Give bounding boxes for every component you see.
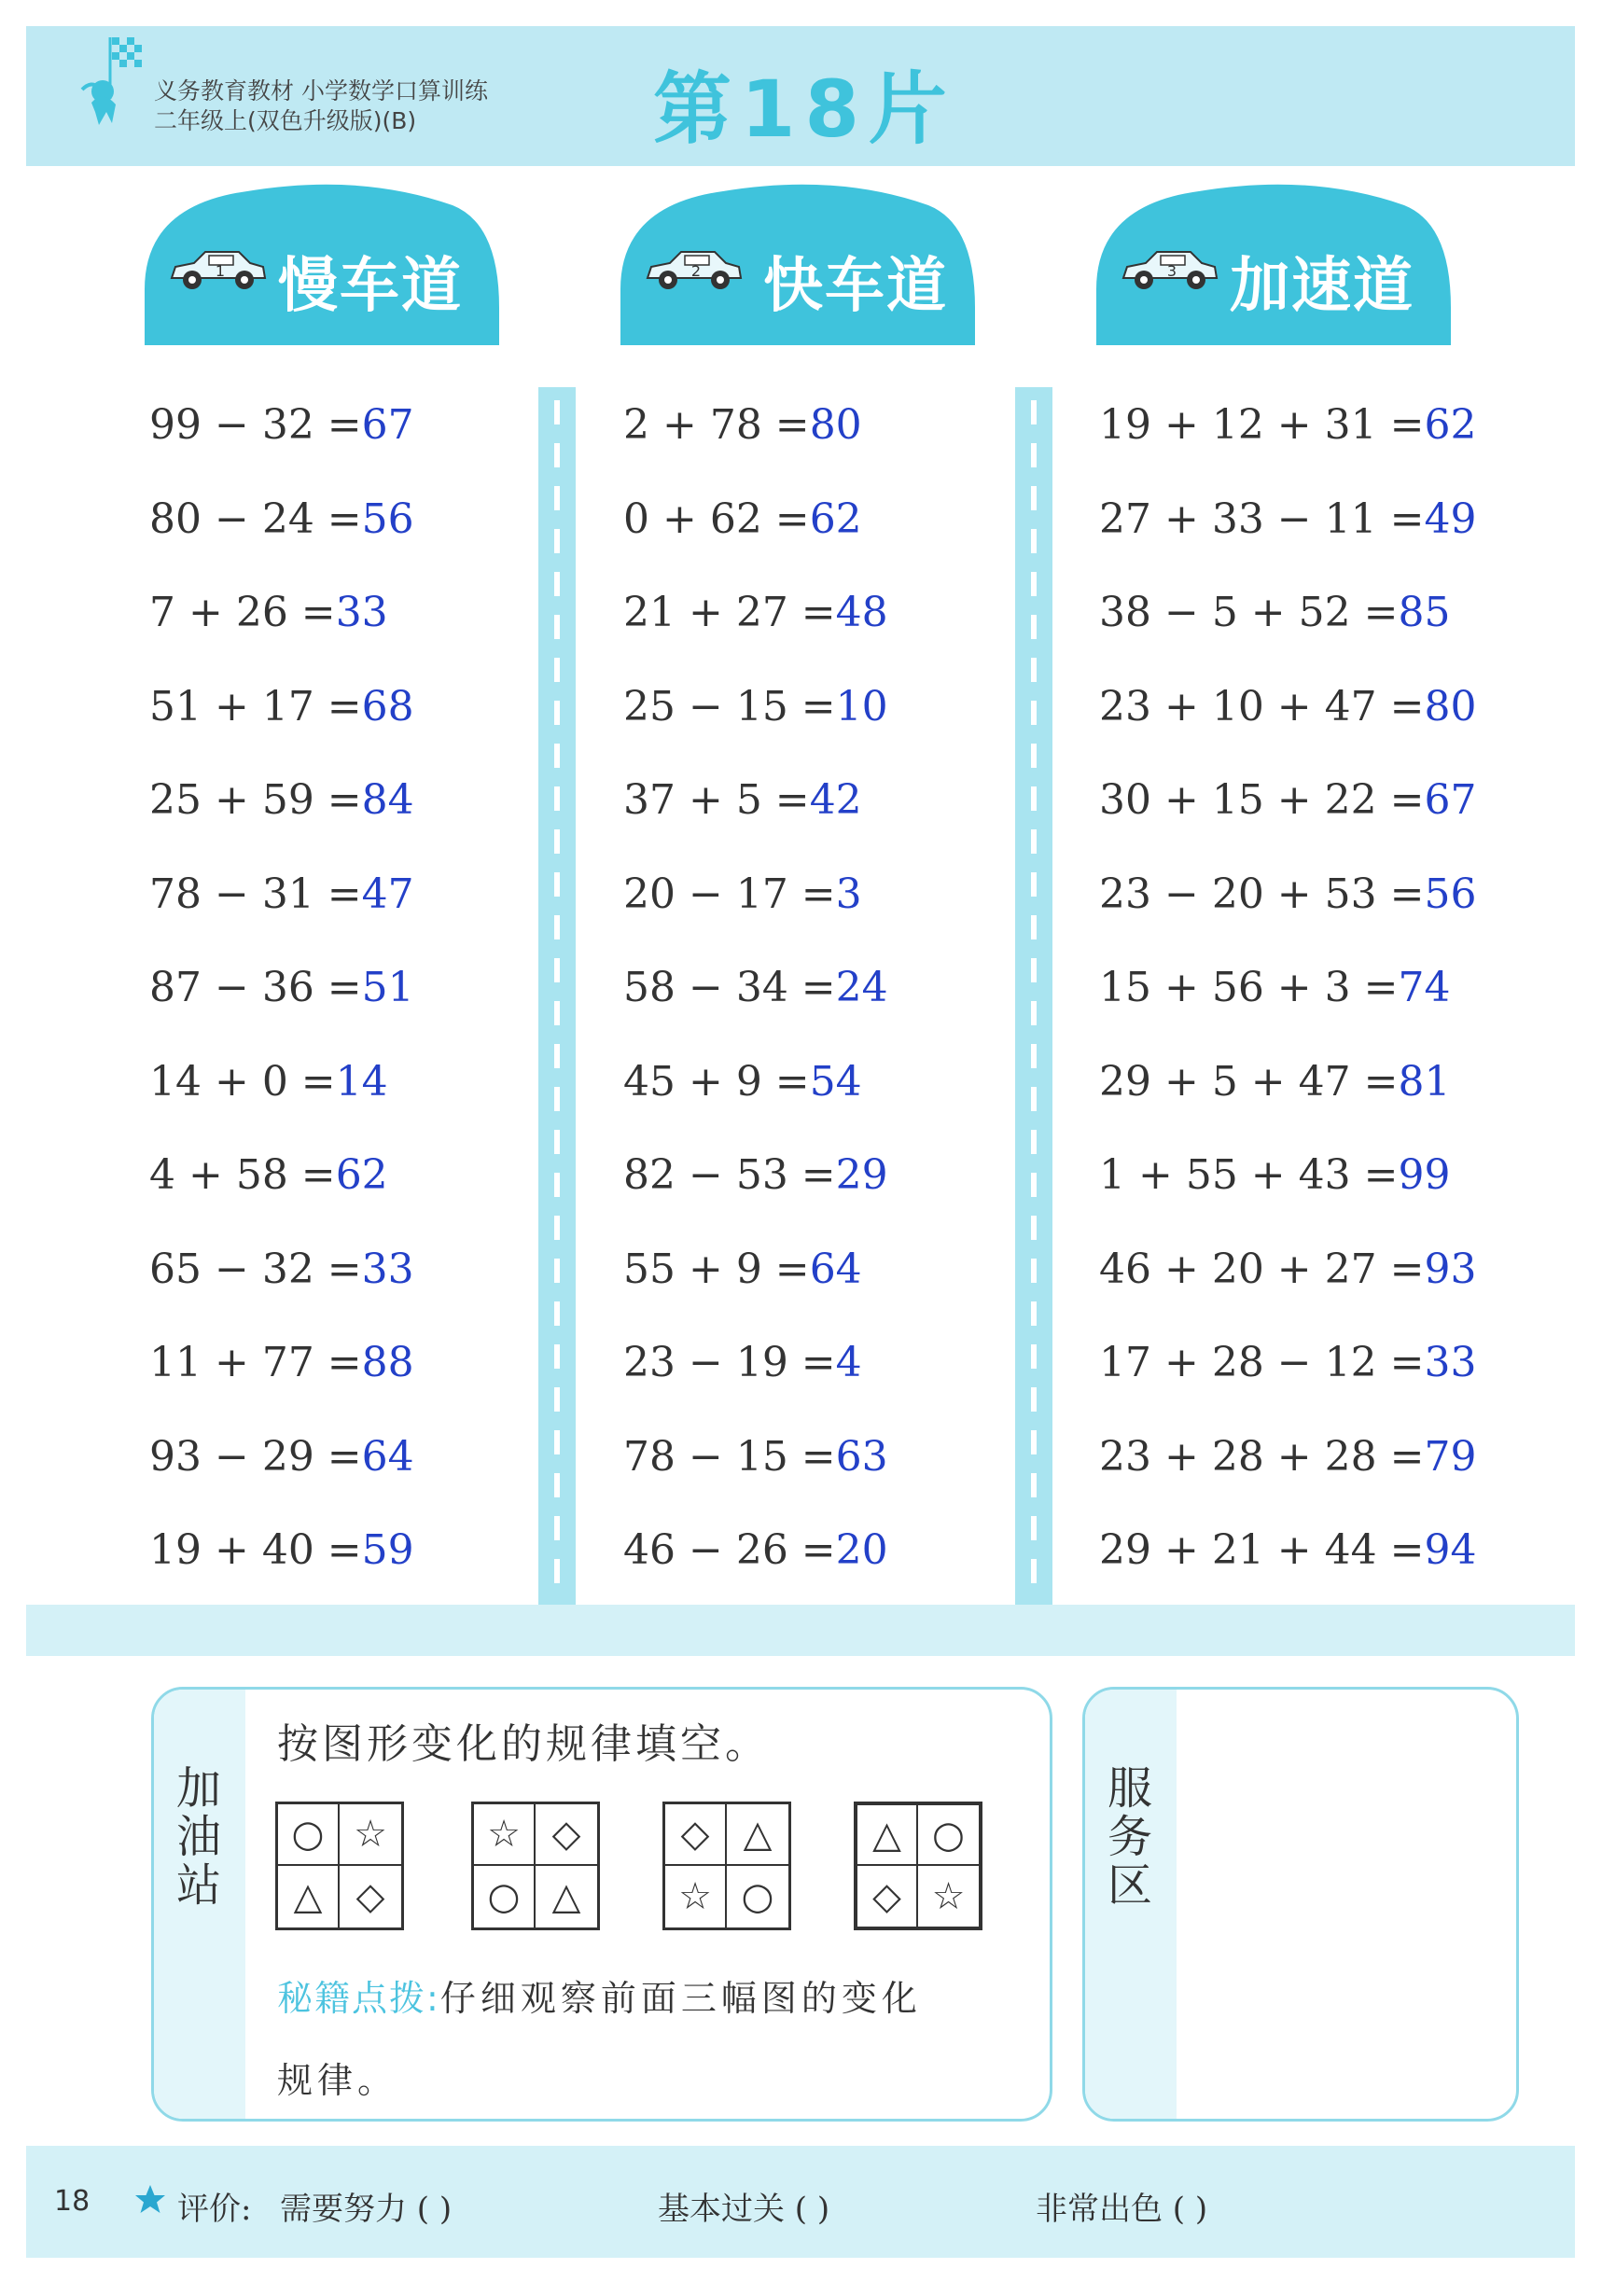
equation-row: [1099, 1245, 1477, 1293]
equation-answer: 79: [1424, 1432, 1477, 1481]
equation-answer: 94: [1424, 1526, 1477, 1574]
equation-row: [623, 1339, 862, 1386]
lane-dash: [554, 1216, 560, 1240]
equation-row: [623, 683, 888, 731]
shape-cell: ☆: [340, 1804, 401, 1866]
equation-answer: 67: [1424, 776, 1477, 824]
eval-option-pass: 基本过关 ( ): [658, 2191, 830, 2228]
equation-answer: 56: [1424, 870, 1477, 918]
lane-dash: [1031, 1130, 1037, 1154]
equation-answer: 62: [809, 494, 862, 543]
lane-dash: [554, 658, 560, 682]
eval-option-needs-effort: 需要努力 ( ): [280, 2191, 453, 2228]
equation-question: 14 + 0 =: [149, 1057, 336, 1106]
tip-label: 秘籍点拨:: [277, 1978, 440, 2019]
equation-row: [623, 1245, 862, 1293]
equation-answer: 10: [835, 682, 888, 731]
race-car-icon: [166, 241, 269, 297]
lane-dash: [554, 1044, 560, 1068]
lane-dash: [1031, 958, 1037, 982]
shape-cell: ☆: [474, 1804, 536, 1866]
shape-cell: △: [727, 1804, 788, 1866]
equation-row: [1099, 964, 1451, 1011]
equation-answer: 33: [335, 589, 388, 636]
lane-dash: [554, 1130, 560, 1154]
equation-row: [149, 683, 414, 731]
shape-cell: △: [551, 1875, 581, 1918]
equation-question: 46 + 20 + 27 =: [1099, 1245, 1425, 1293]
shape-cell: ◇: [536, 1804, 597, 1866]
shape-grid: [275, 1802, 404, 1930]
equation-question: 78 − 15 =: [623, 1432, 836, 1481]
lane-dash: [1031, 1559, 1037, 1583]
equation-question: 11 + 77 =: [149, 1339, 362, 1386]
lane-dash: [554, 1087, 560, 1111]
equation-answer: 33: [1424, 1339, 1477, 1386]
lane-dash: [1031, 744, 1037, 768]
equation-answer: 84: [361, 776, 414, 824]
equation-row: [149, 1526, 414, 1574]
equation-question: 19 + 40 =: [149, 1526, 362, 1574]
equation-row: [623, 495, 862, 543]
lane-dash: [554, 1516, 560, 1540]
road-divider: [1015, 387, 1052, 1605]
lane-dash: [1031, 1430, 1037, 1454]
equation-answer: 93: [1424, 1245, 1477, 1293]
equation-row: [623, 870, 862, 918]
equation-row: [149, 401, 414, 449]
equation-answer: 67: [361, 401, 414, 449]
lane-dash: [554, 400, 560, 424]
equation-row: [1099, 1058, 1451, 1106]
mascot-logo-icon: [75, 34, 159, 136]
lane-dash: [1031, 486, 1037, 510]
tip-line-2: 规律。: [277, 2060, 398, 2101]
tip-line-1: 仔细观察前面三幅图的变化: [439, 1978, 922, 2019]
lane-dash: [554, 829, 560, 854]
equation-row: [149, 964, 414, 1011]
equation-question: 0 + 62 =: [623, 494, 810, 543]
lane-dash: [1031, 1387, 1037, 1412]
lane-dash: [1031, 658, 1037, 682]
equation-answer: 24: [835, 964, 888, 1011]
equation-answer: 64: [361, 1432, 414, 1481]
series-line-1: 义务教育教材 小学数学口算训练: [154, 77, 488, 104]
equation-row: [1099, 495, 1477, 543]
equation-row: [149, 495, 414, 543]
equation-question: 17 + 28 − 12 =: [1099, 1339, 1425, 1386]
eval-option-excellent: 非常出色 ( ): [1036, 2191, 1208, 2228]
equation-answer: 20: [835, 1526, 888, 1574]
lane-dash: [1031, 1044, 1037, 1068]
lane-dash: [1031, 615, 1037, 639]
equation-question: 51 + 17 =: [149, 682, 362, 731]
lane-dash: [554, 1301, 560, 1326]
equation-question: 20 − 17 =: [623, 870, 836, 918]
station-side-label: 加 油 站: [176, 1762, 222, 1912]
equation-question: 23 + 28 + 28 =: [1099, 1432, 1425, 1481]
equation-question: 2 + 78 =: [623, 401, 810, 449]
equation-question: 38 − 5 + 52 =: [1099, 589, 1399, 636]
equation-question: 58 − 34 =: [623, 964, 836, 1011]
lane-dash: [554, 615, 560, 639]
shape-cell: ○: [741, 1875, 774, 1918]
equation-row: [623, 1526, 888, 1574]
shape-grid: [471, 1802, 600, 1930]
shape-cell: ◇: [857, 1866, 918, 1927]
lane-dash: [554, 1259, 560, 1283]
equation-answer: 56: [361, 494, 414, 543]
equation-answer: 49: [1424, 494, 1477, 543]
lane-dash: [554, 1430, 560, 1454]
equation-answer: 99: [1398, 1151, 1451, 1199]
equation-row: [149, 1151, 388, 1199]
race-car-icon: [642, 241, 745, 297]
equation-row: [623, 589, 888, 636]
shape-grid: [854, 1802, 982, 1930]
shape-cell: ○: [474, 1866, 536, 1927]
lane-dash: [1031, 443, 1037, 467]
equation-row: [149, 1339, 414, 1386]
equation-question: 7 + 26 =: [149, 589, 336, 636]
station-instruction: 按图形变化的规律填空。: [277, 1720, 770, 1768]
lane-dash: [1031, 572, 1037, 596]
lane-dash: [1031, 829, 1037, 854]
shape-cell: ○: [278, 1804, 340, 1866]
lane-dash: [1031, 1216, 1037, 1240]
lane-label-accel: 加速道: [1230, 252, 1414, 321]
equation-question: 21 + 27 =: [623, 589, 836, 636]
lane-dash: [554, 1559, 560, 1583]
service-side-label: 服 务 区: [1107, 1762, 1153, 1912]
equation-question: 29 + 21 + 44 =: [1099, 1526, 1425, 1574]
service-box: [1082, 1687, 1519, 2122]
lane-dash: [554, 486, 560, 510]
equation-question: 65 − 32 =: [149, 1245, 362, 1293]
shape-cell: ☆: [665, 1866, 727, 1927]
equation-answer: 54: [809, 1057, 862, 1106]
equation-answer: 88: [361, 1339, 414, 1386]
equation-answer: 42: [809, 776, 862, 824]
station-box: [151, 1687, 1052, 2122]
lane-dash: [1031, 1516, 1037, 1540]
lane-dash: [1031, 1473, 1037, 1497]
equation-question: 87 − 36 =: [149, 964, 362, 1011]
shape-cell: ☆: [931, 1874, 966, 1918]
equation-answer: 29: [835, 1151, 888, 1199]
lane-label-fast: 快车道: [763, 252, 948, 321]
equation-question: 15 + 56 + 3 =: [1099, 964, 1399, 1011]
equation-answer: 85: [1398, 589, 1451, 636]
lane-dash: [1031, 1173, 1037, 1197]
equation-row: [1099, 1433, 1477, 1481]
lane-dash: [554, 443, 560, 467]
equation-question: 1 + 55 + 43 =: [1099, 1151, 1399, 1199]
series-title: [154, 77, 488, 136]
equation-row: [1099, 1339, 1477, 1386]
equation-row: [149, 776, 414, 824]
equation-row: [1099, 776, 1477, 824]
equation-question: 80 − 24 =: [149, 494, 362, 543]
lane-dash: [1031, 529, 1037, 553]
equation-row: [149, 589, 388, 636]
lane-dash: [1031, 1001, 1037, 1025]
equation-row: [623, 964, 888, 1011]
lane-dash: [1031, 1259, 1037, 1283]
race-car-icon: [1118, 241, 1220, 297]
page-title: 第18片: [653, 63, 956, 155]
equation-row: [1099, 1526, 1477, 1574]
equation-row: [623, 1433, 888, 1481]
lane-dash: [1031, 400, 1037, 424]
equation-row: [1099, 683, 1477, 731]
equation-question: 46 − 26 =: [623, 1526, 836, 1574]
equation-answer: 14: [335, 1057, 388, 1106]
equation-answer: 74: [1398, 964, 1451, 1011]
equation-answer: 47: [361, 870, 414, 918]
lane-dash: [554, 744, 560, 768]
lane-dash: [554, 958, 560, 982]
tip: [277, 1969, 922, 2021]
lane-dash: [1031, 701, 1037, 725]
equation-question: 4 + 58 =: [149, 1151, 336, 1199]
equation-answer: 48: [835, 589, 888, 636]
lane-dash: [1031, 1087, 1037, 1111]
equation-question: 25 − 15 =: [623, 682, 836, 731]
shape-cell: ○: [918, 1805, 979, 1866]
equation-question: 45 + 9 =: [623, 1057, 810, 1106]
equation-row: [1099, 1151, 1451, 1199]
equation-question: 23 + 10 + 47 =: [1099, 682, 1425, 731]
equation-row: [149, 1245, 414, 1293]
lane-label-slow: 慢车道: [278, 252, 463, 321]
equation-row: [623, 401, 862, 449]
lane-dash: [554, 915, 560, 939]
equation-answer: 51: [361, 964, 414, 1011]
equation-row: [623, 1058, 862, 1106]
shape-cell: △: [857, 1805, 918, 1866]
shape-cell: ◇: [355, 1875, 385, 1918]
lane-dash: [554, 572, 560, 596]
equation-row: [149, 870, 414, 918]
star-icon: [133, 2183, 167, 2217]
shape-cell: △: [278, 1866, 340, 1927]
series-line-2: 二年级上(双色升级版)(B): [154, 107, 417, 134]
page-number: 18: [54, 2185, 91, 2218]
equation-answer: 62: [1424, 401, 1477, 449]
equation-row: [1099, 589, 1451, 636]
lane-dash: [1031, 1344, 1037, 1369]
equation-answer: 63: [835, 1432, 888, 1481]
lane-dash: [554, 872, 560, 897]
equation-row: [149, 1058, 388, 1106]
road-divider: [538, 387, 576, 1605]
equation-question: 23 − 19 =: [623, 1339, 836, 1386]
equation-answer: 64: [809, 1245, 862, 1293]
lane-dash: [554, 529, 560, 553]
equation-question: 27 + 33 − 11 =: [1099, 494, 1425, 543]
shape-cell: ◇: [665, 1804, 727, 1866]
lane-dash: [554, 1473, 560, 1497]
equation-question: 29 + 5 + 47 =: [1099, 1057, 1399, 1106]
equation-answer: 33: [361, 1245, 414, 1293]
equation-row: [149, 1433, 414, 1481]
lane-dash: [554, 1173, 560, 1197]
lane-dash: [1031, 1301, 1037, 1326]
equation-question: 93 − 29 =: [149, 1432, 362, 1481]
car-number: 3: [1166, 262, 1177, 280]
equation-question: 37 + 5 =: [623, 776, 810, 824]
equation-answer: 68: [361, 682, 414, 731]
equation-question: 23 − 20 + 53 =: [1099, 870, 1425, 918]
equation-question: 25 + 59 =: [149, 776, 362, 824]
equation-answer: 4: [835, 1339, 862, 1386]
equation-row: [623, 776, 862, 824]
equation-question: 19 + 12 + 31 =: [1099, 401, 1425, 449]
car-number: 2: [690, 262, 702, 280]
lane-dash: [554, 701, 560, 725]
equation-question: 78 − 31 =: [149, 870, 362, 918]
car-number: 1: [215, 262, 226, 280]
eval-label: 评价:: [177, 2191, 252, 2228]
equation-answer: 3: [835, 870, 862, 918]
equation-answer: 59: [361, 1526, 414, 1574]
equation-question: 55 + 9 =: [623, 1245, 810, 1293]
equation-question: 30 + 15 + 22 =: [1099, 776, 1425, 824]
lane-dash: [554, 1387, 560, 1412]
lane-dash: [1031, 915, 1037, 939]
lane-dash: [1031, 872, 1037, 897]
equation-row: [1099, 870, 1477, 918]
equation-answer: 81: [1398, 1057, 1451, 1106]
section-band: [26, 1605, 1575, 1656]
lane-dash: [1031, 786, 1037, 811]
equation-row: [1099, 401, 1477, 449]
equation-row: [623, 1151, 888, 1199]
lane-dash: [554, 786, 560, 811]
equation-question: 82 − 53 =: [623, 1151, 836, 1199]
shape-grid: [662, 1802, 791, 1930]
equation-answer: 80: [809, 401, 862, 449]
lane-dash: [554, 1344, 560, 1369]
equation-answer: 80: [1424, 682, 1477, 731]
lane-dash: [554, 1001, 560, 1025]
equation-answer: 62: [335, 1151, 388, 1199]
equation-question: 99 − 32 =: [149, 401, 362, 449]
